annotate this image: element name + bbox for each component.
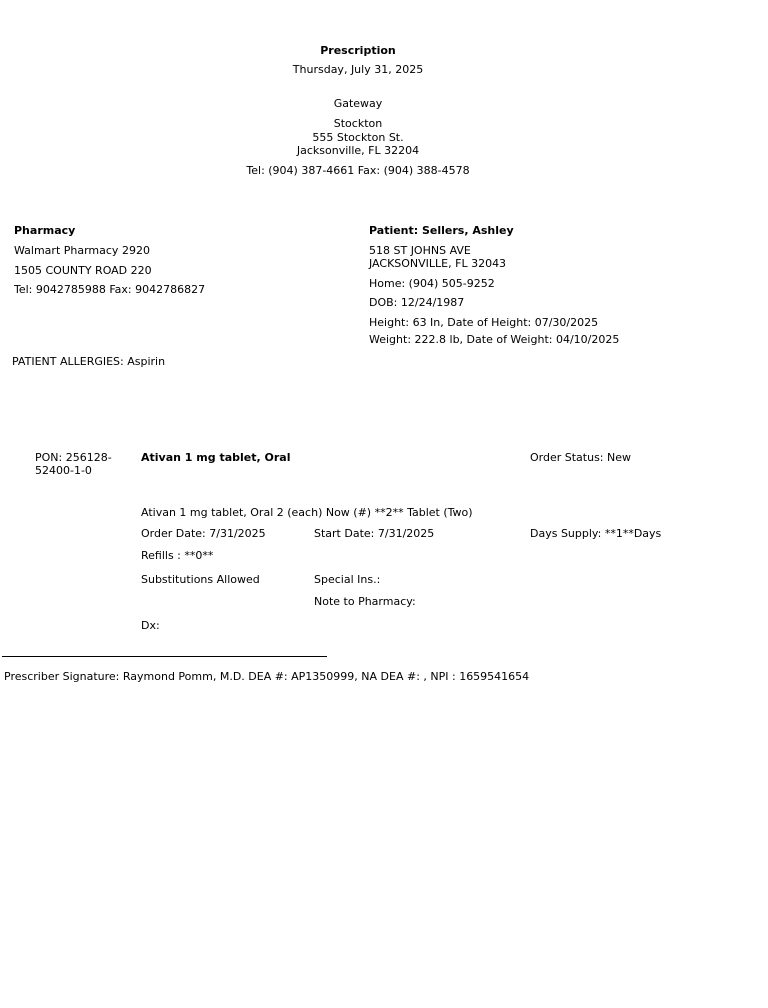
order-refills: Refills : **0**: [141, 549, 214, 562]
patient-address-line1: 518 ST JOHNS AVE: [369, 244, 471, 257]
facility-phone-fax: Tel: (904) 387-4661 Fax: (904) 388-4578: [246, 164, 470, 177]
patient-home-phone: Home: (904) 505-9252: [369, 277, 495, 290]
prescription-date: Thursday, July 31, 2025: [292, 63, 424, 76]
order-special-instructions: Special Ins.:: [314, 573, 381, 586]
patient-allergies: PATIENT ALLERGIES: Aspirin: [12, 355, 166, 368]
pharmacy-phone-fax: Tel: 9042785988 Fax: 9042786827: [14, 283, 206, 296]
order-start-date: Start Date: 7/31/2025: [314, 527, 435, 540]
patient-address-line2: JACKSONVILLE, FL 32043: [369, 257, 507, 270]
order-days-supply: Days Supply: **1**Days: [530, 527, 662, 540]
patient-height: Height: 63 In, Date of Height: 07/30/2025: [369, 316, 599, 329]
order-pon: PON: 256128-52400-1-0: [35, 451, 112, 477]
facility-name: Gateway: [333, 97, 383, 110]
order-dx: Dx:: [141, 619, 160, 632]
order-drug: Ativan 1 mg tablet, Oral: [141, 451, 291, 464]
order-substitutions: Substitutions Allowed: [141, 573, 260, 586]
patient-weight: Weight: 222.8 lb, Date of Weight: 04/10/2025: [369, 333, 620, 346]
order-sig: Ativan 1 mg tablet, Oral 2 (each) Now (#) **2** Tablet (Two): [141, 506, 473, 519]
pharmacy-address: 1505 COUNTY ROAD 220: [14, 264, 152, 277]
pharmacy-heading: Pharmacy: [14, 224, 76, 237]
pharmacy-name: Walmart Pharmacy 2920: [14, 244, 150, 257]
facility-address-line2: Jacksonville, FL 32204: [296, 144, 420, 157]
patient-heading: Patient: Sellers, Ashley: [369, 224, 514, 237]
order-status: Order Status: New: [530, 451, 632, 464]
order-note-to-pharmacy: Note to Pharmacy:: [314, 595, 416, 608]
facility-location: Stockton: [333, 117, 383, 130]
facility-address-line1: 555 Stockton St.: [312, 131, 404, 144]
prescriber-signature: Prescriber Signature: Raymond Pomm, M.D. DEA #: AP1350999, NA DEA #: , NPI : 1659541654: [4, 670, 530, 683]
signature-rule: [2, 656, 327, 657]
patient-dob: DOB: 12/24/1987: [369, 296, 465, 309]
document-title: Prescription: [320, 44, 396, 57]
order-date: Order Date: 7/31/2025: [141, 527, 266, 540]
